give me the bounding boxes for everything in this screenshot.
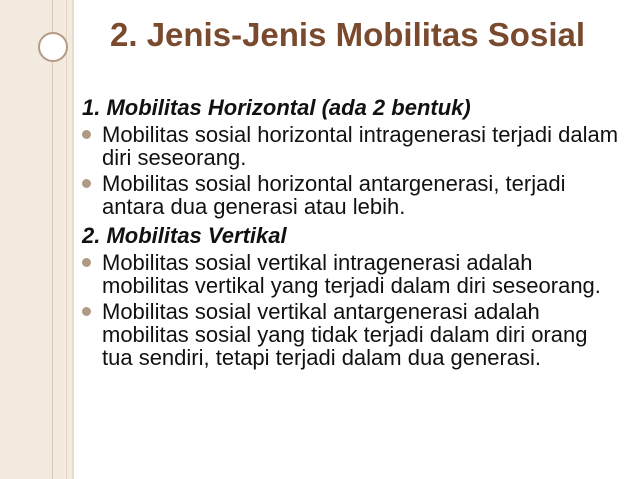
decorative-band-line (72, 0, 74, 479)
section-heading-horizontal: 1. Mobilitas Horizontal (ada 2 bentuk) (82, 95, 471, 120)
slide-title: 2. Jenis-Jenis Mobilitas Sosial (110, 16, 586, 53)
bullet-text: Mobilitas sosial vertikal intragenerasi adalah mobilitas vertikal yang terjadi dalam diri seseorang. (102, 250, 601, 298)
bullet-dot-icon (82, 130, 91, 139)
decorative-band-line (52, 0, 53, 479)
bullet-text: Mobilitas sosial horizontal intragenerasi terjadi dalam diri seseorang. (102, 122, 619, 170)
bullet-list-horizontal (82, 123, 622, 218)
bullet-dot-icon (82, 258, 91, 267)
bullet-dot-icon (82, 307, 91, 316)
bullet-item (82, 300, 622, 369)
bullet-item (82, 123, 622, 169)
decorative-band-line (66, 0, 67, 479)
slide-body (82, 96, 622, 372)
bullet-list-vertical (82, 251, 622, 369)
bullet-text: Mobilitas sosial vertikal antargenerasi adalah mobilitas sosial yang tidak terjadi dalam diri orang tua sendiri, tetapi terjadi dalam dua generasi. (102, 299, 588, 370)
decorative-side-band (0, 0, 74, 479)
ring-icon (38, 32, 68, 62)
bullet-text: Mobilitas sosial horizontal antargenerasi, terjadi antara dua generasi atau lebih. (102, 171, 566, 219)
bullet-dot-icon (82, 179, 91, 188)
section-heading-vertical: 2. Mobilitas Vertikal (82, 223, 287, 248)
bullet-item (82, 251, 622, 297)
bullet-item (82, 172, 622, 218)
